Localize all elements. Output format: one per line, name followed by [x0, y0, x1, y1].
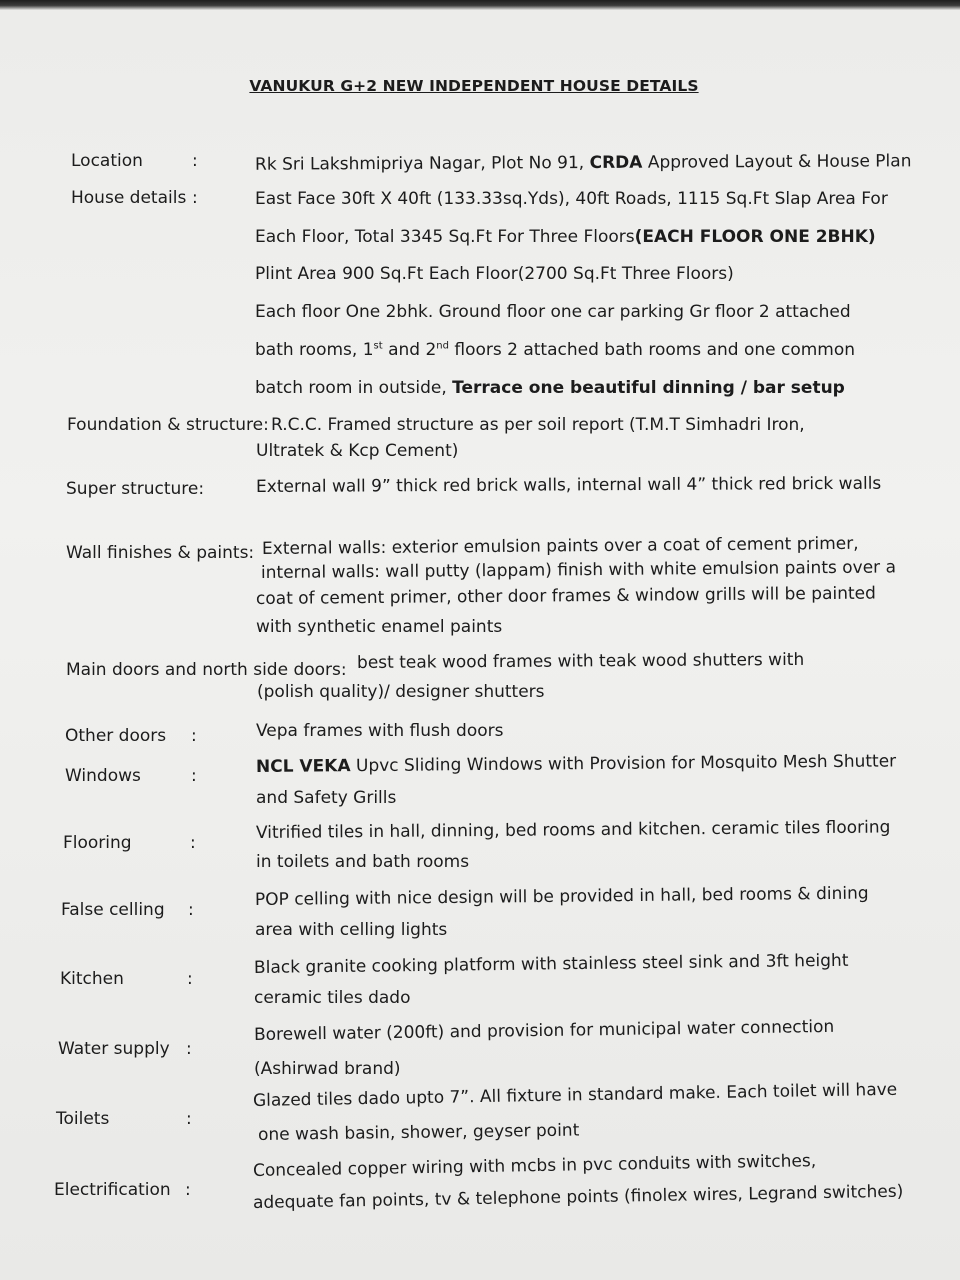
house-details-line-1: East Face 30ft X 40ft (133.33sq.Yds), 40ft Roads, 1115 Sq.Ft Slap Area For [255, 189, 888, 209]
windows-colon: : [191, 766, 197, 786]
electrification-line-1: Concealed copper wiring with mcbs in pvc conduits with switches, [252, 1151, 817, 1181]
each-floor-2bhk-bold: (EACH FLOOR ONE 2BHK) [634, 227, 876, 247]
flooring-label: Flooring [63, 833, 132, 853]
wall-finishes-line-3: coat of cement primer, other door frames & window grills will be painted [255, 583, 876, 609]
wall-finishes-line-4: with synthetic enamel paints [256, 617, 503, 637]
location-value: Rk Sri Lakshmipriya Nagar, Plot No 91, CRDA Approved Layout & House Plan [254, 151, 912, 175]
house-details-label: House details [71, 188, 187, 208]
windows-line-2: and Safety Grills [256, 788, 397, 808]
flooring-colon: : [190, 833, 196, 853]
house-details-line-6: batch room in outside, Terrace one beautiful dinning / bar setup [255, 378, 845, 398]
kitchen-line-2: ceramic tiles dado [254, 988, 411, 1008]
toilets-line-2: one wash basin, shower, geyser point [257, 1120, 580, 1145]
flooring-line-1: Vitrified tiles in hall, dinning, bed rooms and kitchen. ceramic tiles flooring [255, 817, 891, 843]
house-details-line-2: Each Floor, Total 3345 Sq.Ft For Three Floors(EACH FLOOR ONE 2BHK) [255, 227, 876, 247]
electrification-line-2: adequate fan points, tv & telephone points (finolex wires, Legrand switches) [252, 1181, 904, 1213]
main-doors-label: Main doors and north side doors: [66, 660, 347, 680]
water-supply-colon: : [186, 1039, 192, 1059]
false-ceiling-colon: : [188, 900, 194, 920]
house-details-line-4: Each floor One 2bhk. Ground floor one car parking Gr floor 2 attached [255, 302, 851, 322]
main-doors-line-2: (polish quality)/ designer shutters [257, 682, 545, 702]
crda-bold: CRDA [589, 152, 643, 173]
kitchen-line-1: Black granite cooking platform with stainless steel sink and 3ft height [253, 950, 849, 978]
page-top-edge [0, 0, 960, 10]
location-label: Location [71, 151, 143, 171]
other-doors-colon: : [191, 726, 197, 746]
water-supply-label: Water supply [58, 1039, 170, 1059]
kitchen-label: Kitchen [60, 969, 124, 989]
water-supply-line-2: (Ashirwad brand) [254, 1059, 401, 1079]
foundation-line-1: R.C.C. Framed structure as per soil report (T.M.T Simhadri Iron, [271, 415, 805, 435]
kitchen-colon: : [187, 969, 193, 989]
terrace-bold: Terrace one beautiful dinning / bar setup [452, 378, 845, 398]
flooring-line-2: in toilets and bath rooms [256, 852, 470, 872]
foundation-line-2: Ultratek & Kcp Cement) [256, 441, 459, 461]
false-ceiling-line-2: area with celling lights [255, 920, 448, 940]
false-ceiling-label: False celling [61, 900, 165, 920]
false-ceiling-line-1: POP celling with nice design will be provided in hall, bed rooms & dining [254, 883, 869, 910]
super-structure-label: Super structure: [66, 479, 205, 499]
water-supply-line-1: Borewell water (200ft) and provision for municipal water connection [253, 1016, 835, 1045]
house-details-colon: : [192, 188, 198, 208]
toilets-colon: : [186, 1109, 192, 1129]
windows-line-1: NCL VEKA Upvc Sliding Windows with Provision for Mosquito Mesh Shutter [255, 751, 897, 777]
electrification-colon: : [185, 1180, 191, 1200]
toilets-label: Toilets [56, 1109, 110, 1129]
wall-finishes-line-2: internal walls: wall putty (lappam) finish with white emulsion paints over a [260, 557, 897, 583]
toilets-line-1: Glazed tiles dado upto 7”. All fixture in standard make. Each toilet will have [252, 1079, 898, 1111]
main-doors-line-1: best teak wood frames with teak wood shutters with [356, 649, 805, 673]
location-colon: : [192, 151, 198, 171]
super-structure-line-1: External wall 9” thick red brick walls, internal wall 4” thick red brick walls [255, 473, 882, 497]
document-title: VANUKUR G+2 NEW INDEPENDENT HOUSE DETAILS [249, 77, 699, 95]
foundation-label: Foundation & structure: [67, 415, 269, 435]
windows-label: Windows [65, 766, 141, 786]
house-details-line-3: Plint Area 900 Sq.Ft Each Floor(2700 Sq.Ft Three Floors) [255, 264, 734, 284]
house-details-line-5: bath rooms, 1st and 2nd floors 2 attached bath rooms and one common [255, 340, 856, 360]
other-doors-label: Other doors [65, 726, 167, 746]
ncl-veka-bold: NCL VEKA [255, 756, 351, 777]
other-doors-line-1: Vepa frames with flush doors [256, 721, 504, 741]
wall-finishes-label: Wall finishes & paints: [66, 543, 255, 563]
electrification-label: Electrification [54, 1180, 171, 1200]
wall-finishes-line-1: External walls: exterior emulsion paints over a coat of cement primer, [261, 533, 859, 559]
